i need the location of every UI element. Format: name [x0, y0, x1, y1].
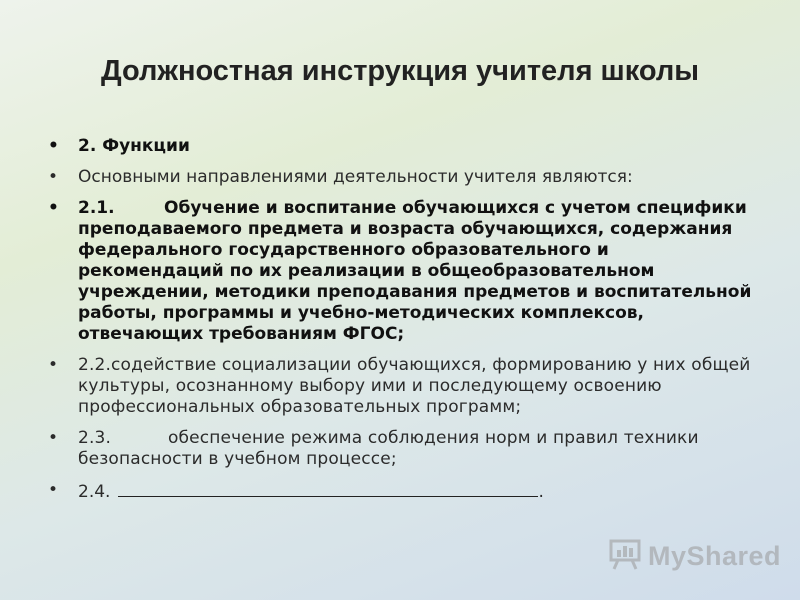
list-item: [48, 136, 753, 157]
list-item: [48, 480, 753, 503]
list-item: [48, 167, 753, 188]
item-text: 2.2.содействие социализации обучающихся, формированию у них общей культуры, осознанному выбору ими и последующему освоению профессиональных образовательных программ;: [78, 355, 751, 417]
bullet-icon: •: [48, 136, 59, 156]
item-number: 2.4.: [78, 482, 111, 502]
item-text: 2. Функции: [78, 136, 190, 156]
fill-in-blank: [118, 480, 538, 497]
bullet-icon: •: [48, 198, 59, 218]
presentation-board-icon: [608, 537, 642, 575]
bullet-icon: •: [48, 480, 59, 500]
bullet-icon: •: [48, 167, 59, 187]
item-number: 2.3.: [78, 428, 112, 448]
item-text: обеспечение режима соблюдения норм и правил техники безопасности в учебном процессе;: [78, 428, 699, 469]
watermark-text: MyShared: [648, 540, 782, 571]
list-item: [48, 428, 753, 470]
list-item: [48, 198, 753, 345]
bullet-icon: •: [48, 428, 59, 448]
bullet-list: [48, 136, 753, 513]
bullet-icon: •: [48, 355, 59, 375]
item-text: .: [538, 482, 544, 502]
list-item: [48, 355, 753, 418]
watermark: [608, 536, 781, 576]
item-text: Обучение и воспитание обучающихся с учетом специфики преподаваемого предмета и возраста обучающихся, содержания федерального государственного образовательного и рекомендаций по их реализации в общеобразовательном учреждении, методики преподавания предметов и воспитательной работы, программы и учебно-методических комплексов, отвечающих требованиям ФГОС;: [78, 198, 752, 344]
item-text: Основными направлениями деятельности учителя являются:: [78, 167, 633, 187]
slide-title: Должностная инструкция учителя школы: [100, 55, 700, 87]
item-number: 2.1.: [78, 198, 115, 218]
